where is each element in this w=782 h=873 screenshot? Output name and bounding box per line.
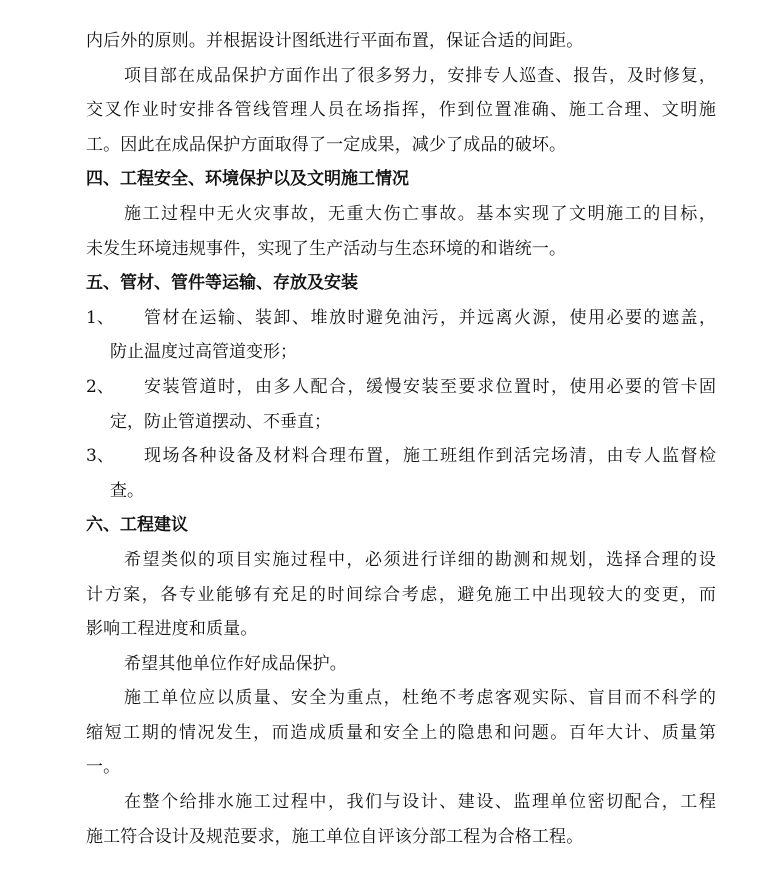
section-heading-5: 五、管材、管件等运输、存放及安装 bbox=[86, 273, 358, 294]
paragraph-text: 施工过程中无火灾事故，无重大伤亡事故。基本实现了文明施工的目标， bbox=[124, 203, 716, 224]
list-number: 1、 bbox=[86, 307, 114, 328]
paragraph-line: 影响工程进度和质量。 bbox=[86, 619, 258, 640]
list-text bbox=[144, 370, 716, 405]
paragraph-line: 内后外的原则。并根据设计图纸进行平面布置，保证合适的间距。 bbox=[86, 31, 584, 51]
paragraph-line bbox=[86, 716, 716, 751]
section-heading-4: 四、工程安全、环境保护以及文明施工情况 bbox=[86, 169, 409, 190]
list-text-line: 安装管道时，由多人配合，缓慢安装至要求位置时，使用必要的管卡固 bbox=[144, 376, 716, 397]
section-heading-6: 六、工程建议 bbox=[86, 515, 188, 536]
paragraph-line bbox=[86, 197, 716, 232]
list-number: 3、 bbox=[86, 446, 114, 467]
list-continuation: 查。 bbox=[110, 480, 144, 501]
list-number: 2、 bbox=[86, 376, 114, 397]
paragraph-line: 施工符合设计及规范要求，施工单位自评该分部工程为合格工程。 bbox=[86, 826, 584, 847]
list-text-line: 现场各种设备及材料合理布置，施工班组作到活完场清，由专人监督检 bbox=[144, 446, 716, 467]
paragraph-line: 一。 bbox=[86, 757, 121, 778]
paragraph-line bbox=[86, 59, 716, 94]
list-item bbox=[86, 301, 716, 336]
paragraph-text: 项目部在成品保护方面作出了很多努力，安排专人巡查、报告，及时修复， bbox=[124, 65, 716, 86]
paragraph-text: 在整个给排水施工过程中，我们与设计、建设、监理单位密切配合，工程 bbox=[124, 792, 716, 813]
list-continuation: 定，防止管道摆动、不垂直； bbox=[110, 411, 331, 432]
paragraph-line bbox=[86, 578, 716, 613]
paragraph-line bbox=[86, 681, 716, 716]
paragraph-line: 未发生环境违规事件，实现了生产活动与生态环境的和谐统一。 bbox=[86, 238, 567, 259]
list-item bbox=[86, 370, 716, 405]
paragraph-text: 交叉作业时安排各管线管理人员在场指挥，作到位置准确、施工合理、文明施 bbox=[86, 100, 716, 121]
paragraph-text: 施工单位应以质量、安全为重点，杜绝不考虑客观实际、盲目而不科学的 bbox=[124, 688, 716, 709]
paragraph-line bbox=[86, 785, 716, 820]
list-text bbox=[144, 439, 716, 474]
paragraph-line bbox=[86, 93, 716, 128]
list-text-line: 管材在运输、装卸、堆放时避免油污，并远离火源，使用必要的遮盖， bbox=[144, 307, 716, 328]
paragraph-text: 缩短工期的情况发生，而造成质量和安全上的隐患和问题。百年大计、质量第 bbox=[86, 722, 716, 743]
paragraph-line bbox=[86, 543, 716, 578]
list-continuation: 防止温度过高管道变形； bbox=[110, 342, 297, 363]
paragraph-line: 工。因此在成品保护方面取得了一定成果，减少了成品的破坏。 bbox=[86, 134, 567, 155]
document-page bbox=[86, 24, 716, 854]
paragraph-line: 希望其他单位作好成品保护。 bbox=[124, 653, 347, 674]
list-item bbox=[86, 439, 716, 474]
paragraph-text: 希望类似的项目实施过程中，必须进行详细的勘测和规划，选择合理的设 bbox=[124, 549, 716, 570]
paragraph-text: 计方案，各专业能够有充足的时间综合考虑，避免施工中出现较大的变更，而 bbox=[86, 584, 716, 605]
list-text bbox=[144, 301, 716, 336]
